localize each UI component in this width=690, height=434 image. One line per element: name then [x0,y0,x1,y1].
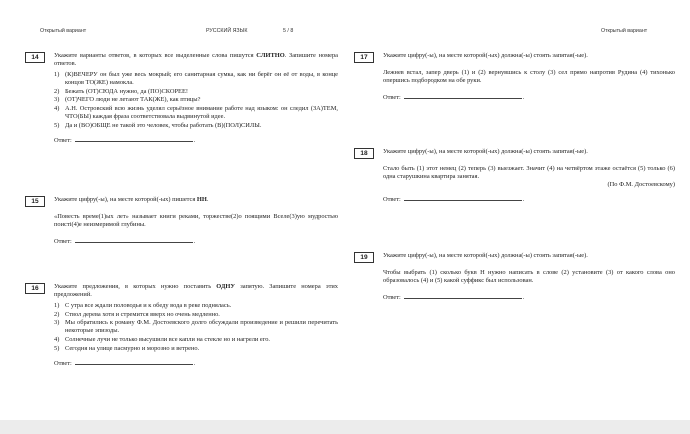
task-prompt: Укажите цифру(-ы), на месте которой(-ых) должна(-ы) стоять запятая(-ые). [383,252,588,259]
answer-row: Ответ: . [383,94,525,102]
list-item: 2) Ствол дерева хотя и стремится вверх но очень медленно. [54,310,220,318]
header-variant-left: Открытый вариант [40,28,87,34]
answer-input-line[interactable] [404,293,522,299]
task-body [54,283,338,368]
right-page [345,0,690,434]
task-body [383,252,675,302]
task-prompt: Укажите предложения, в которых нужно поставить ОДНУ запятую. Запишите номера этих предложений. [54,283,338,299]
bottom-band [0,420,690,434]
answer-row: Ответ: . [383,196,525,204]
list-item: 4) Солнечные лучи не только высушили все капли на стекле но и нагрели его. [54,336,270,344]
task-text: «Повесть време(1)ых лет» называет книги реками, торжестве(2)о поящими Вселе(3)ую мудростью поистi(4)е неизмеримой глубины. [54,213,338,229]
task-text: Лежнев встал, запер дверь (1) и (2) вернувшись к столу (3) сел прямо напротив Рудина (4) тихонько опершись подбородком на обе руки. [383,69,675,85]
task-prompt: Укажите варианты ответов, в которых все выделенные слова пишутся СЛИТНО. Запишите номера ответов. [54,52,338,68]
task-prompt: Укажите цифру(-ы), на месте которой(-ых) пишется НН. [54,196,209,203]
header-page-number: 5 / 8 [283,28,294,34]
header-variant-right: Открытый вариант [601,28,648,34]
answer-options [54,302,338,353]
answer-row: Ответ: . [54,359,196,367]
source-attribution: (По Ф.М. Достоевскому) [607,181,675,189]
task-body [383,148,675,204]
header-subject: РУССКИЙ ЯЗЫК [206,28,248,34]
list-item: 3) (ОТ)ЧЕГО люди не летают ТАК(ЖЕ), как птицы? [54,96,201,104]
answer-input-line[interactable] [75,359,193,365]
task-number-box: 17 [354,52,374,63]
task-prompt: Укажите цифру(-ы), на месте которой(-ых) должна(-ы) стоять запятая(-ые). [383,148,588,155]
answer-input-line[interactable] [404,93,522,99]
answer-input-line[interactable] [404,195,522,201]
task-body [54,196,338,246]
list-item: 2) Бежать (ОТ)СЮДА нужно, да (ПО)СКОРЕЕ! [54,87,188,95]
answer-input-line[interactable] [75,237,193,243]
list-item: 1) (К)ВЕЧЕРУ он был уже весь мокрый; его санитарная сумка, как ни берёг он её от воды, в конце концов ТО(ЖЕ) намокла. [54,71,338,87]
list-item: 1) С утра все ждали половодья и к обеду вода в реке поднялась. [54,302,232,310]
answer-row: Ответ: . [383,294,525,302]
task-number-box: 15 [25,196,45,207]
task-number-box: 19 [354,252,374,263]
task-number-box: 18 [354,148,374,159]
task-prompt: Укажите цифру(-ы), на месте которой(-ых) должна(-ы) стоять запятая(-ые). [383,52,588,59]
task-text: Стало быть (1) этот немец (2) теперь (3) выезжает. Значит (4) на четвёртом этаже остаётся (5) только (6) одна старушкина квартира занятая. [383,165,675,181]
task-text: Чтобы выбрать (1) сколько букв Н нужно написать в слове (2) установите (3) от какого слова оно образовалось (4) и (5) какой суффикс был использован. [383,269,675,285]
task-body [54,52,338,145]
answer-row: Ответ: . [54,136,196,144]
list-item: 5) Да и (ВО)ОБЩЕ не такой это человек, чтобы работать (В)(ПОЛ)СИЛЫ. [54,121,262,129]
answer-input-line[interactable] [75,136,193,142]
list-item: 5) Сегодня на улице пасмурно и морозно и ветрено. [54,344,200,352]
task-number-box: 16 [25,283,45,294]
task-number-box: 14 [25,52,45,63]
task-body [383,52,675,102]
answer-row: Ответ: . [54,238,196,246]
list-item: 4) А.Н. Островский всю жизнь уделял серьёзное внимание работе над языком: он следил (ЗА)ТЕМ, ЧТО(БЫ) каждая фраза соответствовала выдвинутой идее. [54,105,338,121]
answer-options [54,71,338,130]
list-item: 3) Мы обратились к роману Ф.М. Достоевского долго обсуждали произведение и решили перечитать некоторые эпизоды. [54,319,338,335]
